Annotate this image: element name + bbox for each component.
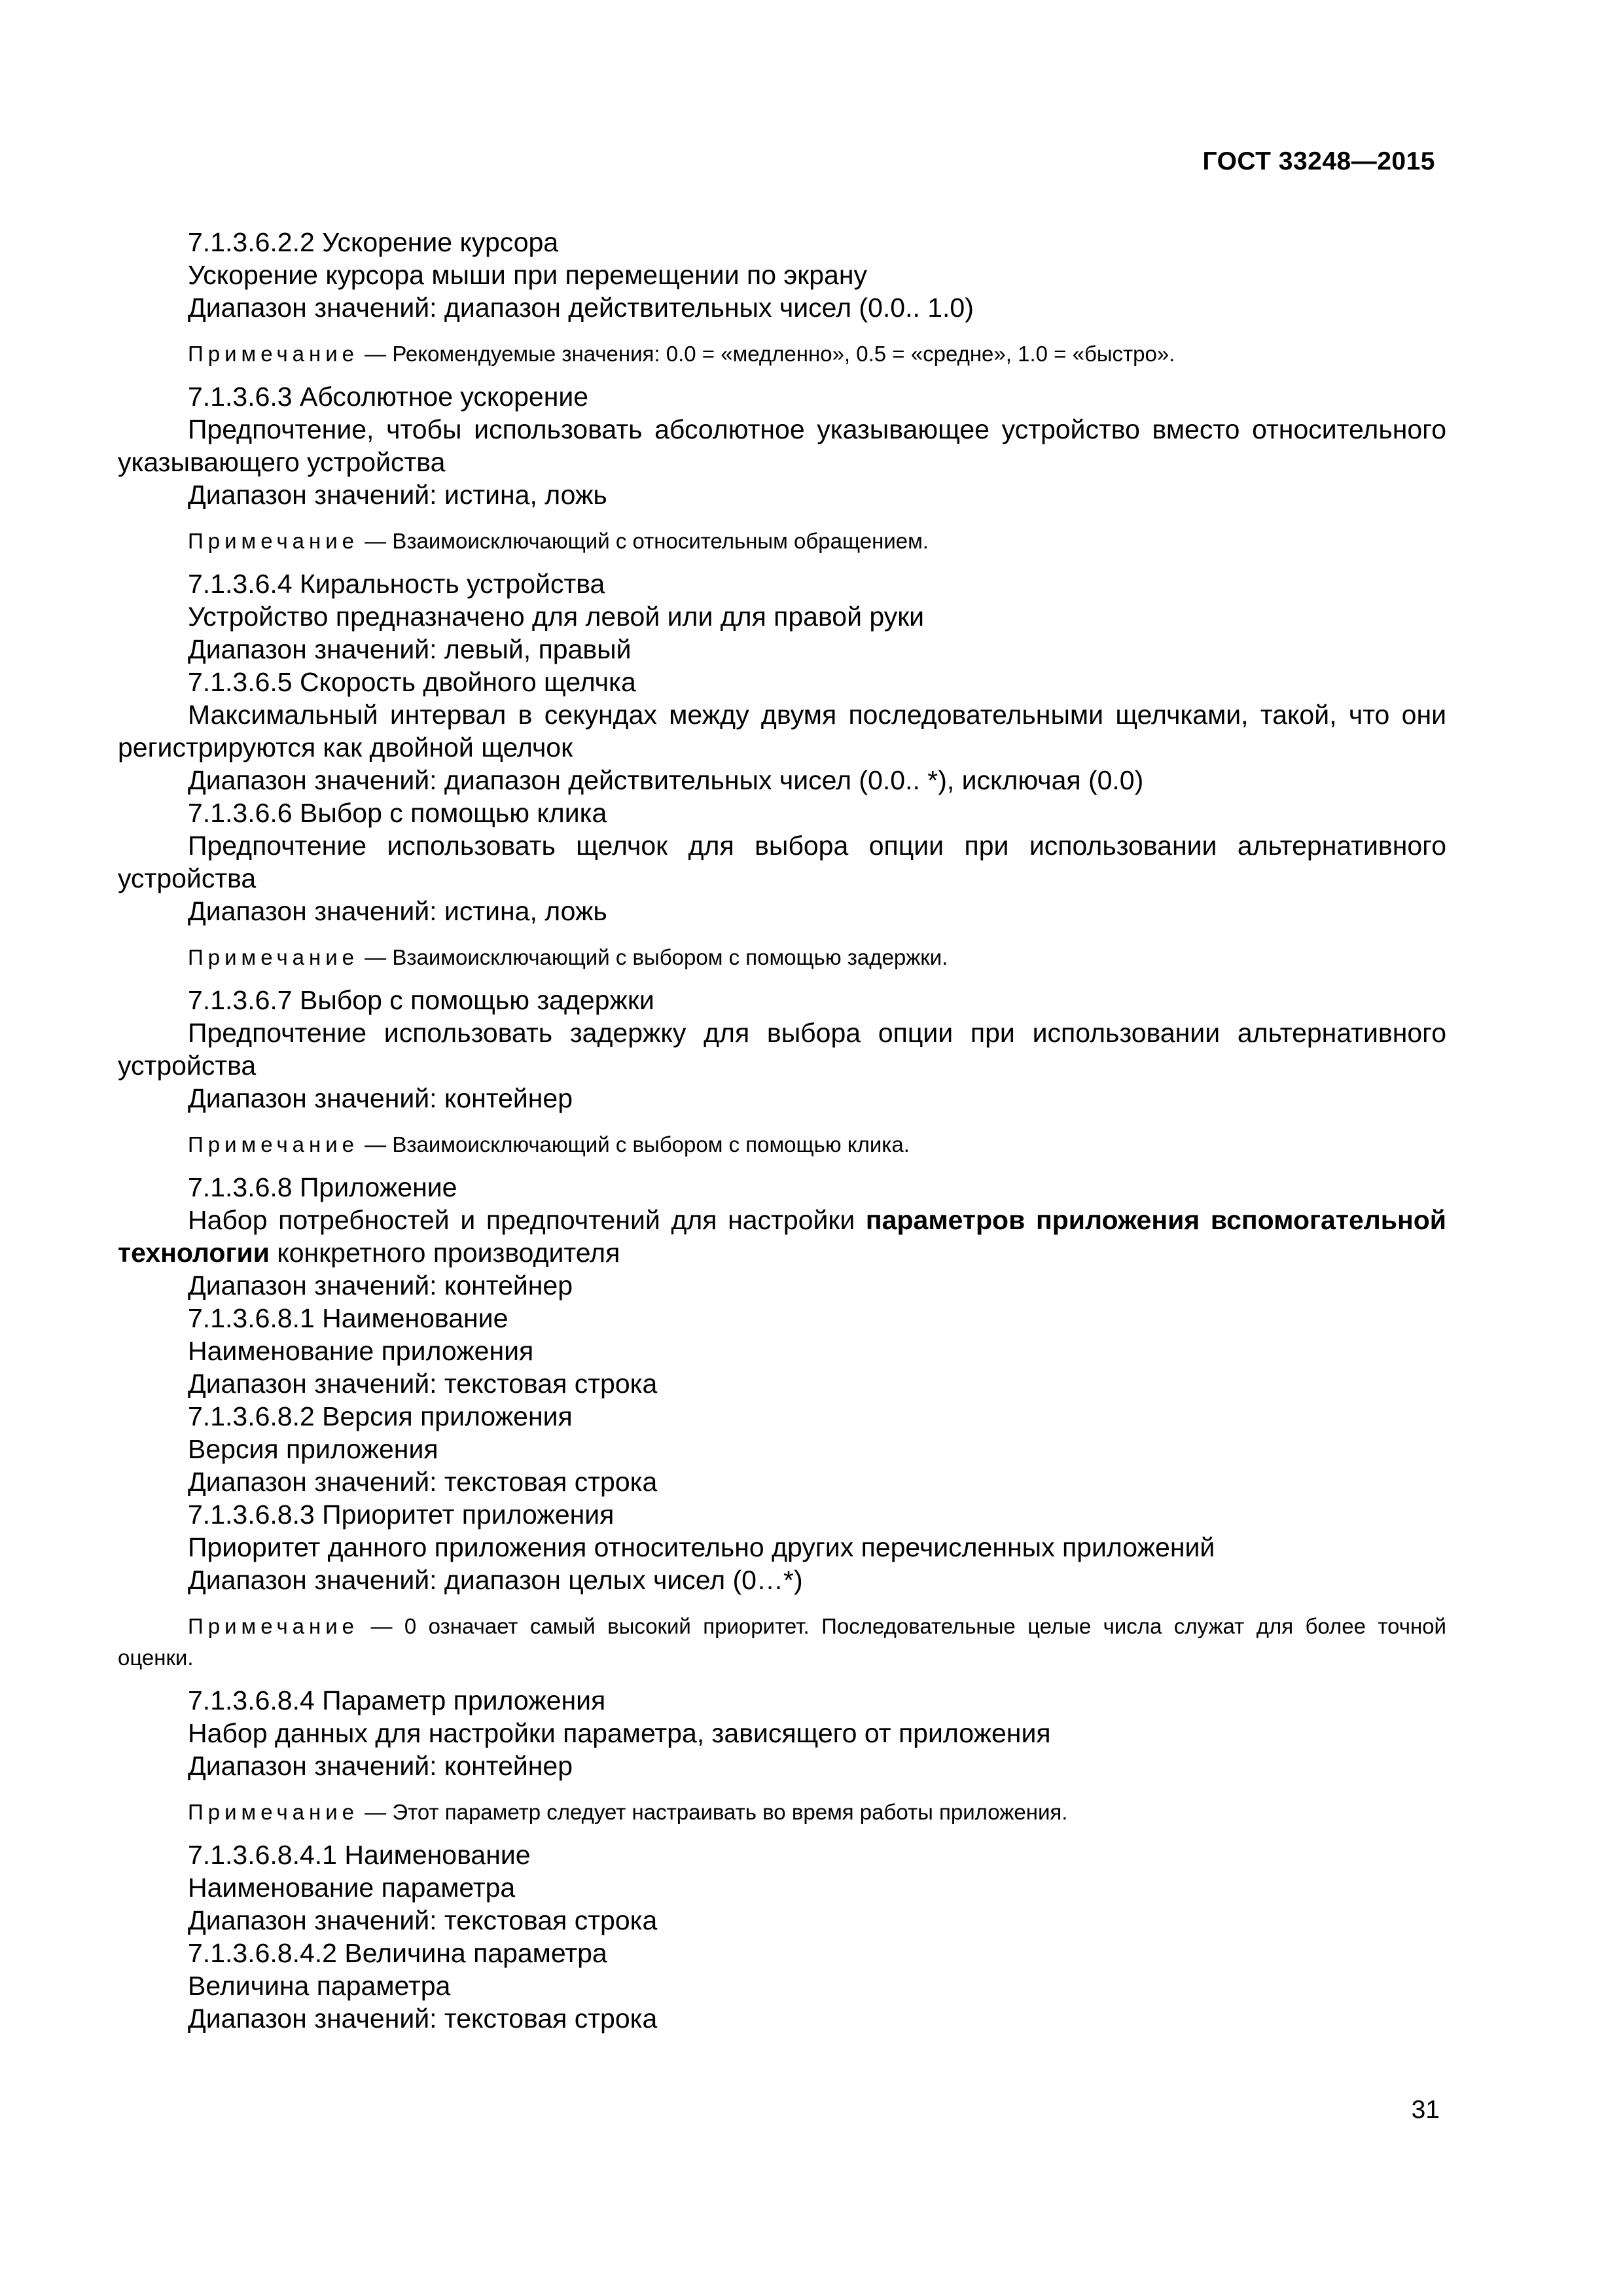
note: Примечание — Этот параметр следует настраивать во время работы приложения. <box>188 1800 1068 1824</box>
value-range: Диапазон значений: диапазон целых чисел (0…*) <box>188 1565 803 1595</box>
value-range: Диапазон значений: левый, правый <box>188 634 632 664</box>
definition-text: Ускорение курсора мыши при перемещении по экрану <box>188 260 867 290</box>
section-heading: 7.1.3.6.8.3 Приоритет приложения <box>188 1499 615 1530</box>
value-range: Диапазон значений: контейнер <box>188 1751 573 1781</box>
value-range: Диапазон значений: контейнер <box>188 1083 573 1113</box>
section-heading: 7.1.3.6.8.4.1 Наименование <box>188 1840 531 1870</box>
definition-text <box>118 1204 1446 1269</box>
note-label: Примечание <box>188 529 359 553</box>
section-heading: 7.1.3.6.2.2 Ускорение курсора <box>188 227 559 257</box>
definition-text: Максимальный интервал в секундах между двумя последовательными щелчками, такой, что они регистрируются как двойной щелчок <box>118 700 1446 762</box>
definition-text: Предпочтение использовать щелчок для выбора опции при использовании альтернативного устройства <box>118 831 1446 893</box>
definition-text: Версия приложения <box>188 1434 438 1464</box>
section-heading: 7.1.3.6.6 Выбор с помощью клика <box>188 798 607 828</box>
value-range: Диапазон значений: текстовая строка <box>188 1467 658 1497</box>
definition-text-part: Набор потребностей и предпочтений для настройки <box>188 1205 866 1235</box>
value-range: Диапазон значений: текстовая строка <box>188 1369 658 1399</box>
section-heading: 7.1.3.6.8.4 Параметр приложения <box>188 1685 606 1715</box>
note: Примечание — Взаимоисключающий с выбором с помощью клика. <box>188 1132 910 1157</box>
note-text: Этот параметр следует настраивать во время работы приложения. <box>392 1800 1068 1824</box>
definition-text-part: конкретного производителя <box>269 1238 620 1268</box>
note-label: Примечание <box>188 1132 359 1157</box>
definition-text: Предпочтение, чтобы использовать абсолютное указывающее устройство вместо относительного указывающего устройства <box>118 414 1446 477</box>
value-range: Диапазон значений: текстовая строка <box>188 1905 658 1935</box>
section-heading: 7.1.3.6.3 Абсолютное ускорение <box>188 382 589 412</box>
note-text: Взаимоисключающий с относительным обращением. <box>392 529 929 553</box>
definition-text: Набор данных для настройки параметра, зависящего от приложения <box>188 1718 1051 1748</box>
definition-text: Устройство предназначено для левой или для правой руки <box>188 601 925 632</box>
section-heading: 7.1.3.6.7 Выбор с помощью задержки <box>188 985 654 1015</box>
note: Примечание — 0 означает самый высокий приоритет. Последовательные целые числа служат для более точной оценки. <box>118 1614 1446 1670</box>
value-range: Диапазон значений: истина, ложь <box>188 480 607 510</box>
value-range: Диапазон значений: диапазон действительных чисел (0.0.. *), исключая (0.0) <box>188 765 1144 795</box>
note-text: Рекомендуемые значения: 0.0 = «медленно», 0.5 = «средне», 1.0 = «быстро». <box>392 342 1175 366</box>
value-range: Диапазон значений: текстовая строка <box>188 2003 658 2034</box>
note-text: 0 означает самый высокий приоритет. Последовательные целые числа служат для более точной оценки. <box>118 1614 1446 1670</box>
definition-text: Величина параметра <box>188 1971 451 2001</box>
definition-text-bold: параметров приложения вспомогательной технологии <box>118 1205 1447 1268</box>
definition-text: Наименование параметра <box>188 1873 516 1903</box>
note-label: Примечание <box>188 1800 359 1824</box>
definition-text: Приоритет данного приложения относительно других перечисленных приложений <box>188 1532 1215 1562</box>
note-text: Взаимоисключающий с выбором с помощью клика. <box>392 1132 910 1157</box>
section-heading: 7.1.3.6.8.1 Наименование <box>188 1303 508 1333</box>
section-heading: 7.1.3.6.4 Киральность устройства <box>188 569 605 599</box>
note: Примечание — Рекомендуемые значения: 0.0 = «медленно», 0.5 = «средне», 1.0 = «быстро». <box>188 342 1175 366</box>
section-heading: 7.1.3.6.8.2 Версия приложения <box>188 1401 573 1431</box>
note-text: Взаимоисключающий с выбором с помощью задержки. <box>392 945 948 969</box>
note-label: Примечание <box>188 342 359 366</box>
value-range: Диапазон значений: контейнер <box>188 1270 573 1300</box>
note: Примечание — Взаимоисключающий с относительным обращением. <box>188 529 929 553</box>
value-range: Диапазон значений: истина, ложь <box>188 896 607 926</box>
section-heading: 7.1.3.6.8 Приложение <box>188 1172 457 1202</box>
definition-text: Предпочтение использовать задержку для выбора опции при использовании альтернативного устройства <box>118 1018 1446 1081</box>
note-label: Примечание <box>188 1614 359 1638</box>
note-label: Примечание <box>188 945 359 969</box>
definition-text: Наименование приложения <box>188 1336 534 1366</box>
document-body <box>118 226 1446 2035</box>
note: Примечание — Взаимоисключающий с выбором с помощью задержки. <box>188 945 948 969</box>
section-heading: 7.1.3.6.8.4.2 Величина параметра <box>188 1938 607 1968</box>
value-range: Диапазон значений: диапазон действительных чисел (0.0.. 1.0) <box>188 293 974 323</box>
document-header: ГОСТ 33248—2015 <box>1202 147 1435 175</box>
section-heading: 7.1.3.6.5 Скорость двойного щелчка <box>188 667 636 697</box>
page-number: 31 <box>1411 2096 1440 2124</box>
